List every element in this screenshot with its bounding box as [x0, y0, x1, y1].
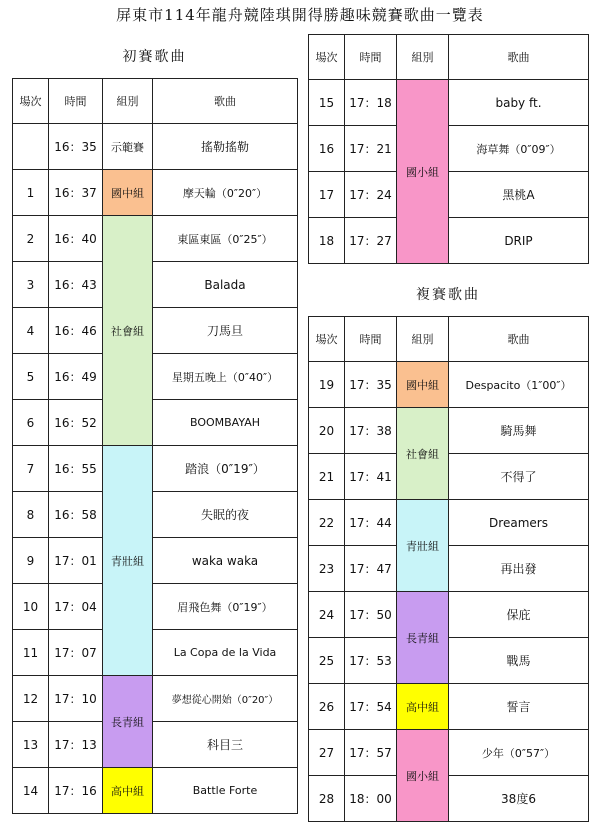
match-number: 19 — [309, 362, 345, 408]
table-row — [13, 216, 298, 262]
match-time: 17：10 — [49, 676, 103, 722]
group-cell: 國小組 — [397, 730, 449, 822]
table-row — [13, 722, 298, 768]
match-number: 15 — [309, 80, 345, 126]
table-row — [13, 676, 298, 722]
group-cell: 國中組 — [397, 362, 449, 408]
match-time: 17：44 — [345, 500, 397, 546]
page-title: 屏東市114年龍舟競陸琪開得勝趣味競賽歌曲一覽表 — [116, 6, 484, 24]
header-time: 時間 — [345, 35, 397, 80]
match-number: 1 — [13, 170, 49, 216]
song-title: 科目三 — [153, 722, 298, 768]
group-cell: 高中組 — [103, 768, 153, 814]
table-row — [309, 546, 589, 592]
song-title: 搖勒搖勒 — [153, 124, 298, 170]
song-title: 夢想從心開始（0″20″） — [153, 676, 298, 722]
header-match: 場次 — [13, 79, 49, 124]
match-number: 13 — [13, 722, 49, 768]
match-time: 17：27 — [345, 218, 397, 264]
match-time: 17：57 — [345, 730, 397, 776]
match-time: 16：49 — [49, 354, 103, 400]
table-row — [13, 768, 298, 814]
match-number: 18 — [309, 218, 345, 264]
match-time: 16：35 — [49, 124, 103, 170]
match-time: 17：18 — [345, 80, 397, 126]
match-number: 12 — [13, 676, 49, 722]
table-row — [13, 400, 298, 446]
table-row — [309, 126, 589, 172]
header-match: 場次 — [309, 317, 345, 362]
match-time: 16：52 — [49, 400, 103, 446]
song-title: 不得了 — [449, 454, 589, 500]
table-row — [309, 408, 589, 454]
match-time: 17：01 — [49, 538, 103, 584]
match-time: 17：47 — [345, 546, 397, 592]
header-match: 場次 — [309, 35, 345, 80]
match-number: 24 — [309, 592, 345, 638]
table-row — [13, 170, 298, 216]
song-title: 海草舞（0″09″） — [449, 126, 589, 172]
table-row — [309, 684, 589, 730]
table-row — [13, 262, 298, 308]
song-title: 誓言 — [449, 684, 589, 730]
match-time: 16：40 — [49, 216, 103, 262]
song-title: baby ft. — [449, 80, 589, 126]
song-title: 戰馬 — [449, 638, 589, 684]
table-row — [309, 218, 589, 264]
table-row — [309, 776, 589, 822]
table-row — [309, 172, 589, 218]
table-row — [13, 492, 298, 538]
match-number: 11 — [13, 630, 49, 676]
match-time: 17：35 — [345, 362, 397, 408]
header-group: 組別 — [103, 79, 153, 124]
table-row — [309, 638, 589, 684]
table-row — [13, 630, 298, 676]
match-number: 22 — [309, 500, 345, 546]
song-title: 星期五晚上（0″40″） — [153, 354, 298, 400]
match-number: 23 — [309, 546, 345, 592]
match-number: 20 — [309, 408, 345, 454]
prelim-table-right — [308, 34, 589, 264]
song-title: 少年（0″57″） — [449, 730, 589, 776]
song-title: BOOMBAYAH — [153, 400, 298, 446]
match-number: 21 — [309, 454, 345, 500]
match-time: 17：13 — [49, 722, 103, 768]
table-row — [13, 446, 298, 492]
group-cell: 國小組 — [397, 80, 449, 264]
table-row — [309, 730, 589, 776]
match-number — [13, 124, 49, 170]
group-cell: 示範賽 — [103, 124, 153, 170]
match-number: 9 — [13, 538, 49, 584]
header-song: 歌曲 — [153, 79, 298, 124]
prelim-table-left — [12, 78, 298, 814]
match-time: 17：21 — [345, 126, 397, 172]
match-number: 4 — [13, 308, 49, 354]
match-time: 17：07 — [49, 630, 103, 676]
table-header-row — [13, 79, 298, 124]
match-number: 8 — [13, 492, 49, 538]
table-row — [309, 362, 589, 408]
final-heading: 複賽歌曲 — [416, 287, 480, 303]
match-time: 16：43 — [49, 262, 103, 308]
match-number: 14 — [13, 768, 49, 814]
group-cell: 國中組 — [103, 170, 153, 216]
match-number: 6 — [13, 400, 49, 446]
song-title: 失眠的夜 — [153, 492, 298, 538]
song-title: 東區東區（0″25″） — [153, 216, 298, 262]
song-title: 38度6 — [449, 776, 589, 822]
group-cell: 高中組 — [397, 684, 449, 730]
table-row — [309, 592, 589, 638]
table-row — [13, 308, 298, 354]
match-number: 25 — [309, 638, 345, 684]
match-time: 16：46 — [49, 308, 103, 354]
song-title: La Copa de la Vida — [153, 630, 298, 676]
song-title: 刀馬旦 — [153, 308, 298, 354]
table-row — [13, 584, 298, 630]
table-row — [309, 454, 589, 500]
song-title: 摩天輪（0″20″） — [153, 170, 298, 216]
group-cell: 青壯組 — [397, 500, 449, 592]
group-cell: 社會組 — [103, 216, 153, 446]
header-group: 組別 — [397, 35, 449, 80]
table-header-row — [309, 35, 589, 80]
song-title: 踏浪（0″19″） — [153, 446, 298, 492]
song-title: DRIP — [449, 218, 589, 264]
prelim-heading: 初賽歌曲 — [122, 49, 187, 65]
table-row — [309, 80, 589, 126]
table-header-row — [309, 317, 589, 362]
song-title: 再出發 — [449, 546, 589, 592]
table-row — [13, 538, 298, 584]
group-cell: 社會組 — [397, 408, 449, 500]
match-time: 17：24 — [345, 172, 397, 218]
match-time: 17：54 — [345, 684, 397, 730]
match-time: 16：58 — [49, 492, 103, 538]
song-title: Dreamers — [449, 500, 589, 546]
match-time: 17：38 — [345, 408, 397, 454]
match-time: 18：00 — [345, 776, 397, 822]
song-title: waka waka — [153, 538, 298, 584]
match-number: 17 — [309, 172, 345, 218]
match-time: 17：53 — [345, 638, 397, 684]
header-time: 時間 — [49, 79, 103, 124]
song-title: 眉飛色舞（0″19″） — [153, 584, 298, 630]
match-time: 17：50 — [345, 592, 397, 638]
song-title: 黑桃A — [449, 172, 589, 218]
song-title: Balada — [153, 262, 298, 308]
match-number: 27 — [309, 730, 345, 776]
final-table — [308, 316, 589, 822]
match-time: 17：41 — [345, 454, 397, 500]
match-number: 16 — [309, 126, 345, 172]
match-number: 28 — [309, 776, 345, 822]
match-number: 5 — [13, 354, 49, 400]
song-title: 保庇 — [449, 592, 589, 638]
match-number: 7 — [13, 446, 49, 492]
header-song: 歌曲 — [449, 317, 589, 362]
header-song: 歌曲 — [449, 35, 589, 80]
song-title: Battle Forte — [153, 768, 298, 814]
table-row — [309, 500, 589, 546]
table-row — [13, 124, 298, 170]
song-title: Despacito（1″00″） — [449, 362, 589, 408]
header-group: 組別 — [397, 317, 449, 362]
match-number: 26 — [309, 684, 345, 730]
match-time: 17：16 — [49, 768, 103, 814]
group-cell: 長青組 — [397, 592, 449, 684]
match-time: 16：37 — [49, 170, 103, 216]
match-number: 3 — [13, 262, 49, 308]
group-cell: 青壯組 — [103, 446, 153, 676]
match-time: 17：04 — [49, 584, 103, 630]
match-time: 16：55 — [49, 446, 103, 492]
match-number: 10 — [13, 584, 49, 630]
match-number: 2 — [13, 216, 49, 262]
song-title: 騎馬舞 — [449, 408, 589, 454]
header-time: 時間 — [345, 317, 397, 362]
table-row — [13, 354, 298, 400]
group-cell: 長青組 — [103, 676, 153, 768]
